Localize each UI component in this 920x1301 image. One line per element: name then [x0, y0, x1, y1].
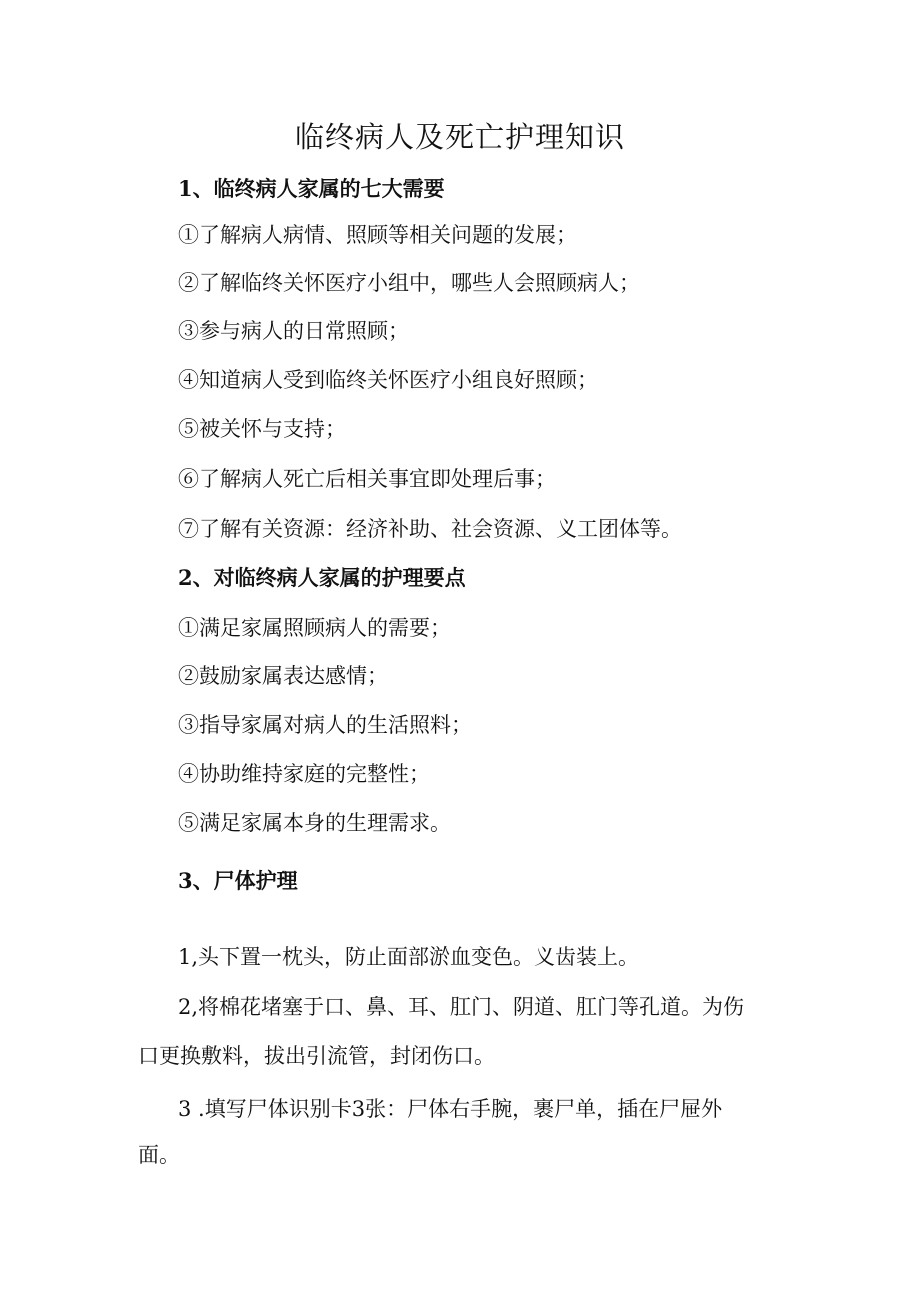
list-item: ⑤被关怀与支持；	[178, 417, 346, 441]
list-item: ⑦了解有关资源：经济补助、社会资源、义工团体等。	[178, 517, 682, 541]
list-item: ②鼓励家属表达感情；	[178, 664, 388, 688]
list-item: ⑥了解病人死亡后相关事宜即处理后事；	[178, 467, 556, 491]
paragraph-line: 面。	[138, 1143, 180, 1167]
list-item: ①满足家属照顾病人的需要；	[178, 616, 451, 640]
list-item: ②了解临终关怀医疗小组中，哪些人会照顾病人；	[178, 271, 640, 295]
list-item: ④知道病人受到临终关怀医疗小组良好照顾；	[178, 368, 598, 392]
list-item: ①了解病人病情、照顾等相关问题的发展；	[178, 223, 577, 247]
section-heading-1: 1、临终病人家属的七大需要	[178, 176, 445, 201]
list-item: ⑤满足家属本身的生理需求。	[178, 811, 451, 835]
paragraph-line: 3 .填写尸体识别卡3张：尸体右手腕，裹尸单，插在尸屉外	[178, 1097, 723, 1121]
paragraph-line: 2,将棉花堵塞于口、鼻、耳、肛门、阴道、肛门等孔道。为伤	[178, 995, 745, 1019]
list-item: ③参与病人的日常照顾；	[178, 319, 409, 343]
list-item: ④协助维持家庭的完整性；	[178, 762, 430, 786]
paragraph-line: 口更换敷料，拔出引流管，封闭伤口。	[138, 1044, 495, 1068]
paragraph-line: 1,头下置一枕头，防止面部淤血变色。义齿装上。	[178, 945, 640, 969]
list-item: ③指导家属对病人的生活照料；	[178, 713, 472, 737]
section-heading-3: 3、尸体护理	[178, 868, 298, 893]
section-heading-2: 2、对临终病人家属的护理要点	[178, 565, 466, 590]
page-title: 临终病人及死亡护理知识	[294, 120, 625, 154]
